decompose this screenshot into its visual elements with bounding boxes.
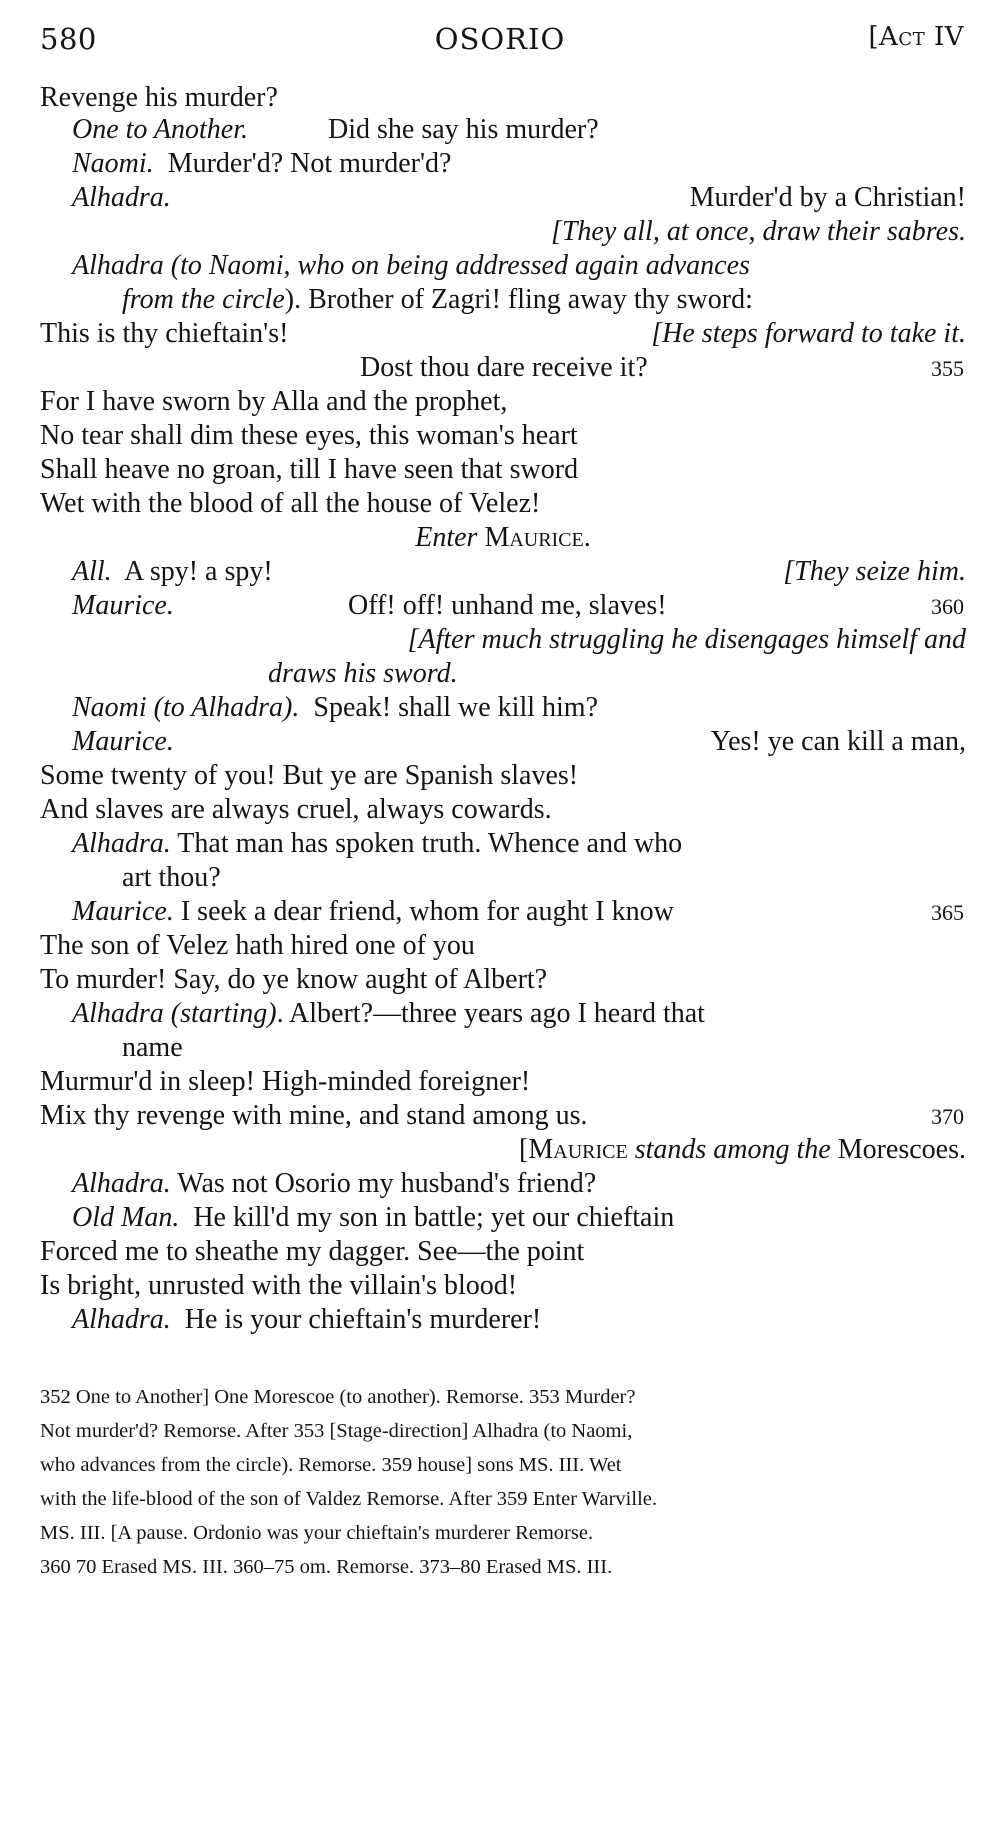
verse-line: Mix thy revenge with mine, and stand among us. <box>40 1100 588 1131</box>
stage-direction: [Maurice stands among the Morescoes. <box>519 1134 966 1165</box>
stage-direction: [They all, at once, draw their sabres. <box>550 216 966 247</box>
verse-line: To murder! Say, do ye know aught of Albert? <box>40 964 548 995</box>
line-number: 360 <box>931 594 964 619</box>
page-number: 580 <box>40 22 97 56</box>
verse-line: Murmur'd in sleep! High-minded foreigner! <box>40 1066 531 1097</box>
speech-line: Alhadra. That man has spoken truth. Whence and who <box>72 828 683 859</box>
verse-line: Dost thou dare receive it? <box>360 352 648 383</box>
speaker: All. <box>72 556 112 587</box>
footnote-line: 360 70 Erased MS. III. 360–75 om. Remorse. 373–80 Erased MS. III. <box>40 1556 613 1578</box>
line-number: 370 <box>931 1104 964 1129</box>
verse-line: And slaves are always cruel, always cowards. <box>40 794 552 825</box>
stage-direction: [They seize him. <box>783 556 966 587</box>
speaker: Alhadra. <box>72 1304 171 1335</box>
footnote-line: 352 One to Another] One Morescoe (to another). Remorse. 353 Murder? <box>40 1386 636 1408</box>
speech-text: Murder'd? Not murder'd? <box>167 148 452 179</box>
speech-line-cont: from the circle). Brother of Zagri! fling away thy sword: <box>122 284 753 315</box>
speech-line: Maurice. Off! off! unhand me, slaves! <box>72 590 667 621</box>
speech-line: Naomi (to Alhadra). Speak! shall we kill him? <box>72 692 598 723</box>
speech-line: Maurice. Yes! ye can kill a man, <box>72 726 966 757</box>
speech-line-cont: art thou? <box>122 862 221 893</box>
speech-line: All. A spy! a spy! [They seize him. <box>72 554 966 590</box>
speaker: Maurice. <box>72 590 174 621</box>
speech-line: Alhadra. Was not Osorio my husband's friend? <box>72 1168 597 1199</box>
verse-line: Some twenty of you! But ye are Spanish slaves! <box>40 760 579 791</box>
footnote-line: with the life-blood of the son of Valdez Remorse. After 359 Enter Warville. <box>40 1488 657 1510</box>
speech-line: Old Man. He kill'd my son in battle; yet our chieftain <box>72 1202 675 1233</box>
speech-line <box>72 146 966 182</box>
verse-line: Revenge his murder? <box>40 82 278 113</box>
speaker: Alhadra. <box>72 1168 171 1199</box>
speech-line <box>72 180 966 216</box>
speech-text: Murder'd by a Christian! <box>689 182 966 213</box>
running-title: OSORIO <box>434 22 566 56</box>
stage-direction: [After much struggling he disengages himself and <box>407 624 966 655</box>
verse-line: Shall heave no groan, till I have seen that sword <box>40 454 579 485</box>
stage-direction: [He steps forward to take it. <box>651 318 966 349</box>
speaker: Alhadra. <box>72 828 171 859</box>
speech-text: Did she say his murder? <box>328 114 599 145</box>
speaker: Alhadra. <box>72 182 171 213</box>
speech-line: Alhadra. He is your chieftain's murderer! <box>72 1304 542 1335</box>
speech-line <box>72 112 966 148</box>
speaker: Naomi. <box>72 148 154 179</box>
footnote-line: Not murder'd? Remorse. After 353 [Stage-direction] Alhadra (to Naomi, <box>40 1420 633 1442</box>
speaker: One to Another. <box>72 114 249 145</box>
line-number: 365 <box>931 900 964 925</box>
speaker: Old Man. <box>72 1202 180 1233</box>
verse-line: Wet with the blood of all the house of Velez! <box>40 488 541 519</box>
speech-line: Maurice. I seek a dear friend, whom for aught I know <box>72 896 674 927</box>
speech-line: Alhadra (to Naomi, who on being addressed again advances <box>72 250 750 281</box>
speech-line-cont: name <box>122 1032 183 1063</box>
speaker: Naomi (to Alhadra). <box>72 692 300 723</box>
verse-line: Is bright, unrusted with the villain's blood! <box>40 1270 518 1301</box>
act-marker: [Act IV <box>868 22 964 52</box>
stage-direction-cont: draws his sword. <box>268 658 458 689</box>
verse-line: This is thy chieftain's! [He steps forward to take it. <box>40 316 966 352</box>
entrance-direction: Enter Maurice. <box>415 522 591 553</box>
speaker: Maurice. <box>72 896 174 927</box>
line-number: 355 <box>931 356 964 381</box>
verse-line: For I have sworn by Alla and the prophet, <box>40 386 508 417</box>
footnote-line: who advances from the circle). Remorse. 359 house] sons MS. III. Wet <box>40 1454 622 1476</box>
verse-line: No tear shall dim these eyes, this woman's heart <box>40 420 578 451</box>
footnote-line: MS. III. [A pause. Ordonio was your chieftain's murderer Remorse. <box>40 1522 594 1544</box>
speaker: Maurice. <box>72 726 174 757</box>
verse-line: The son of Velez hath hired one of you <box>40 930 475 961</box>
verse-line: Forced me to sheathe my dagger. See—the point <box>40 1236 585 1267</box>
speech-line: Alhadra (starting). Albert?—three years ago I heard that <box>72 998 705 1029</box>
